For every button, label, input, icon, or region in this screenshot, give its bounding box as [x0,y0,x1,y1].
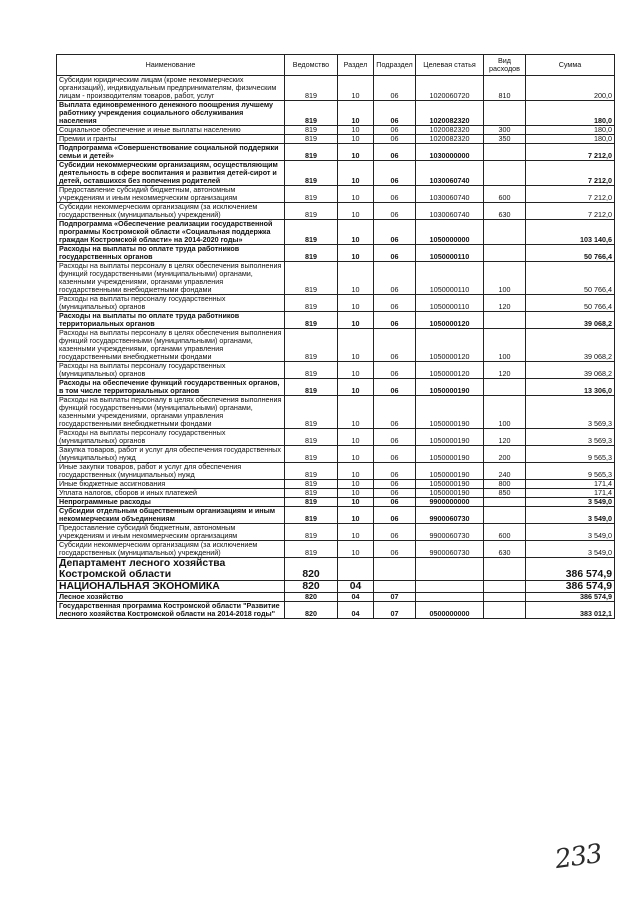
table-row [57,262,615,295]
cell-ved: 819 [285,126,338,135]
cell-vr [484,144,526,161]
table-row [57,593,615,602]
cell-name: Расходы на выплаты персоналу государственных (муниципальных) органов [57,362,285,379]
cell-sum: 50 766,4 [526,262,615,295]
cell-cs: 1050000120 [416,329,484,362]
cell-podrazdel: 06 [374,396,416,429]
cell-vr [484,161,526,186]
budget-table [56,54,615,619]
cell-name: Расходы на выплаты по оплате труда работников государственных органов [57,245,285,262]
table-row [57,602,615,619]
handwritten-page-number: 233 [553,838,604,876]
cell-razdel: 04 [338,593,374,602]
cell-podrazdel: 06 [374,463,416,480]
cell-name: Иные бюджетные ассигнования [57,480,285,489]
cell-vr: 630 [484,541,526,558]
cell-podrazdel: 06 [374,203,416,220]
cell-sum: 39 068,2 [526,329,615,362]
table-row [57,126,615,135]
cell-cs: 1050000190 [416,446,484,463]
cell-name: Непрограммные расходы [57,498,285,507]
cell-razdel: 10 [338,220,374,245]
cell-vr [484,101,526,126]
cell-cs: 1020082320 [416,126,484,135]
table-row [57,558,615,581]
cell-podrazdel: 06 [374,126,416,135]
cell-podrazdel: 06 [374,498,416,507]
cell-ved: 820 [285,602,338,619]
header-razdel: Раздел [338,55,374,76]
header-sum: Сумма [526,55,615,76]
cell-cs [416,581,484,593]
cell-ved: 819 [285,396,338,429]
cell-sum: 39 068,2 [526,362,615,379]
cell-cs: 1050000110 [416,262,484,295]
cell-razdel: 10 [338,186,374,203]
cell-vr: 800 [484,480,526,489]
cell-cs: 1020060720 [416,76,484,101]
cell-name: Департамент лесного хозяйства Костромской области [57,558,285,581]
cell-sum: 3 569,3 [526,429,615,446]
cell-name: Расходы на выплаты персоналу государственных (муниципальных) органов [57,429,285,446]
cell-vr: 600 [484,524,526,541]
cell-podrazdel: 06 [374,186,416,203]
cell-cs: 1020082320 [416,101,484,126]
cell-podrazdel [374,581,416,593]
cell-vr [484,602,526,619]
cell-cs: 1050000120 [416,312,484,329]
cell-vr [484,593,526,602]
cell-ved: 819 [285,245,338,262]
cell-name: Иные закупки товаров, работ и услуг для обеспечения государственных (муниципальных) нужд [57,463,285,480]
table-header-row [57,55,615,76]
cell-name: Закупка товаров, работ и услуг для обеспечения государственных (муниципальных) нужд [57,446,285,463]
cell-sum: 386 574,9 [526,581,615,593]
table-row [57,396,615,429]
table-row [57,329,615,362]
table-row [57,135,615,144]
table-body [57,76,615,619]
cell-sum: 39 068,2 [526,312,615,329]
cell-podrazdel: 06 [374,295,416,312]
cell-cs: 1050000190 [416,463,484,480]
cell-vr: 200 [484,446,526,463]
cell-cs: 1030000000 [416,144,484,161]
table-row [57,186,615,203]
cell-sum: 171,4 [526,489,615,498]
cell-razdel: 10 [338,396,374,429]
cell-razdel: 10 [338,203,374,220]
cell-razdel: 10 [338,126,374,135]
cell-name: Субсидии юридическим лицам (кроме некоммерческих организаций), индивидуальным предпринимателям, физическим лицам - производителям товаров, работ, услуг [57,76,285,101]
cell-sum: 3 549,0 [526,498,615,507]
cell-cs: 1030060740 [416,161,484,186]
cell-ved: 819 [285,429,338,446]
cell-podrazdel: 06 [374,101,416,126]
cell-name: Подпрограмма «Совершенствование социальной поддержки семьи и детей» [57,144,285,161]
cell-cs: 1050000190 [416,489,484,498]
cell-razdel: 10 [338,245,374,262]
cell-ved: 819 [285,135,338,144]
cell-name: Подпрограмма «Обеспечение реализации государственной программы Костромской области «Социальная поддержка граждан Костромской области» на 2014-2020 годы» [57,220,285,245]
cell-cs: 1050000190 [416,429,484,446]
cell-sum: 7 212,0 [526,144,615,161]
cell-ved: 819 [285,541,338,558]
cell-podrazdel: 06 [374,329,416,362]
cell-razdel: 10 [338,446,374,463]
cell-name: Премии и гранты [57,135,285,144]
cell-cs: 1050000110 [416,245,484,262]
table-row [57,446,615,463]
cell-ved: 819 [285,76,338,101]
cell-name: НАЦИОНАЛЬНАЯ ЭКОНОМИКА [57,581,285,593]
cell-vr: 850 [484,489,526,498]
cell-name: Расходы на выплаты персоналу в целях обеспечения выполнения функций государственными (муниципальными) органами, казенными учреждениями, органами управления государственными внебюджетными фондами [57,262,285,295]
cell-razdel: 10 [338,429,374,446]
cell-cs: 9900060730 [416,507,484,524]
cell-podrazdel: 06 [374,245,416,262]
cell-podrazdel: 07 [374,593,416,602]
cell-name: Расходы на выплаты персоналу государственных (муниципальных) органов [57,295,285,312]
cell-razdel: 10 [338,262,374,295]
cell-ved: 819 [285,362,338,379]
cell-cs: 1030060740 [416,203,484,220]
cell-cs [416,558,484,581]
cell-podrazdel: 06 [374,379,416,396]
table-row [57,161,615,186]
cell-sum: 180,0 [526,126,615,135]
cell-ved: 819 [285,329,338,362]
cell-razdel [338,558,374,581]
cell-name: Предоставление субсидий бюджетным, автономным учреждениям и иным некоммерческим организациям [57,524,285,541]
cell-razdel: 10 [338,362,374,379]
cell-cs: 1050000110 [416,295,484,312]
table-row [57,507,615,524]
table-row [57,245,615,262]
cell-razdel: 10 [338,507,374,524]
cell-razdel: 10 [338,463,374,480]
cell-sum: 3 549,0 [526,507,615,524]
table-row [57,429,615,446]
cell-ved: 819 [285,498,338,507]
cell-cs: 9900060730 [416,524,484,541]
table-row [57,541,615,558]
cell-sum: 50 766,4 [526,245,615,262]
cell-name: Расходы на выплаты персоналу в целях обеспечения выполнения функций государственными (муниципальными) органами, казенными учреждениями, органами управления государственными внебюджетными фондами [57,396,285,429]
cell-name: Социальное обеспечение и иные выплаты населению [57,126,285,135]
table-row [57,203,615,220]
cell-podrazdel: 06 [374,362,416,379]
cell-vr [484,312,526,329]
cell-vr: 100 [484,329,526,362]
cell-cs: 1050000190 [416,396,484,429]
cell-vr: 120 [484,429,526,446]
cell-ved: 819 [285,489,338,498]
cell-ved: 819 [285,295,338,312]
cell-cs: 1050000120 [416,362,484,379]
cell-name: Субсидии некоммерческим организациям, осуществляющим деятельность в сфере воспитания и развития детей-сирот и детей, оставшихся без попечения родителей [57,161,285,186]
cell-sum: 9 565,3 [526,463,615,480]
cell-cs: 1050000190 [416,480,484,489]
table-row [57,480,615,489]
cell-vr: 100 [484,262,526,295]
cell-cs: 1050000000 [416,220,484,245]
cell-podrazdel: 06 [374,507,416,524]
cell-cs: 9900060730 [416,541,484,558]
cell-ved: 819 [285,480,338,489]
table-row [57,581,615,593]
cell-ved: 819 [285,203,338,220]
cell-sum: 180,0 [526,101,615,126]
cell-vr: 600 [484,186,526,203]
cell-razdel: 10 [338,480,374,489]
cell-podrazdel: 06 [374,541,416,558]
cell-podrazdel: 06 [374,220,416,245]
cell-name: Предоставление субсидий бюджетным, автономным учреждениям и иным некоммерческим организациям [57,186,285,203]
cell-podrazdel: 06 [374,262,416,295]
cell-ved: 819 [285,144,338,161]
cell-name: Субсидии отдельным общественным организациям и иным некоммерческим объединениям [57,507,285,524]
cell-ved: 819 [285,101,338,126]
cell-razdel: 10 [338,524,374,541]
cell-razdel: 10 [338,161,374,186]
cell-razdel: 10 [338,295,374,312]
table-row [57,76,615,101]
cell-razdel: 10 [338,379,374,396]
table-row [57,489,615,498]
cell-vr [484,498,526,507]
cell-ved: 819 [285,312,338,329]
cell-name: Лесное хозяйство [57,593,285,602]
cell-name: Уплата налогов, сборов и иных платежей [57,489,285,498]
cell-sum: 180,0 [526,135,615,144]
cell-razdel: 10 [338,135,374,144]
cell-razdel: 10 [338,144,374,161]
cell-sum: 386 574,9 [526,593,615,602]
cell-podrazdel: 06 [374,480,416,489]
cell-podrazdel: 06 [374,144,416,161]
cell-razdel: 10 [338,498,374,507]
cell-razdel: 04 [338,602,374,619]
cell-vr [484,220,526,245]
table-row [57,220,615,245]
cell-cs: 1030060740 [416,186,484,203]
cell-podrazdel: 06 [374,489,416,498]
cell-sum: 7 212,0 [526,161,615,186]
cell-ved: 819 [285,507,338,524]
cell-sum: 13 306,0 [526,379,615,396]
cell-cs: 1020082320 [416,135,484,144]
cell-sum: 3 569,3 [526,396,615,429]
cell-ved: 819 [285,220,338,245]
cell-vr [484,581,526,593]
table-row [57,524,615,541]
cell-sum: 50 766,4 [526,295,615,312]
header-name: Наименование [57,55,285,76]
header-vr: Вид расходов [484,55,526,76]
cell-sum: 7 212,0 [526,203,615,220]
cell-sum: 3 549,0 [526,541,615,558]
table-row [57,362,615,379]
cell-podrazdel: 06 [374,429,416,446]
cell-ved: 819 [285,524,338,541]
cell-razdel: 10 [338,489,374,498]
cell-razdel: 10 [338,312,374,329]
cell-ved: 820 [285,593,338,602]
table-row [57,295,615,312]
cell-name: Расходы на выплаты по оплате труда работников территориальных органов [57,312,285,329]
cell-name: Выплата единовременного денежного поощрения лучшему работнику учреждения социального обслуживания населения [57,101,285,126]
cell-vr: 630 [484,203,526,220]
cell-podrazdel: 06 [374,312,416,329]
cell-podrazdel: 06 [374,524,416,541]
cell-name: Субсидии некоммерческим организациям (за исключением государственных (муниципальных) учреждений) [57,203,285,220]
table-row [57,498,615,507]
table-row [57,463,615,480]
cell-razdel: 10 [338,541,374,558]
table-row [57,101,615,126]
cell-ved: 819 [285,379,338,396]
cell-vr: 300 [484,126,526,135]
cell-ved: 820 [285,558,338,581]
cell-vr: 100 [484,396,526,429]
cell-vr: 810 [484,76,526,101]
cell-podrazdel: 06 [374,446,416,463]
cell-sum: 200,0 [526,76,615,101]
cell-cs: 1050000190 [416,379,484,396]
cell-ved: 819 [285,186,338,203]
cell-name: Субсидии некоммерческим организациям (за исключением государственных (муниципальных) учреждений) [57,541,285,558]
cell-name: Государственная программа Костромской области "Развитие лесного хозяйства Костромской области на 2014-2018 годы" [57,602,285,619]
cell-sum: 9 565,3 [526,446,615,463]
cell-sum: 103 140,6 [526,220,615,245]
cell-vr [484,558,526,581]
table-row [57,379,615,396]
cell-vr: 120 [484,362,526,379]
cell-podrazdel: 06 [374,135,416,144]
header-cs: Целевая статья [416,55,484,76]
cell-sum: 3 549,0 [526,524,615,541]
cell-razdel: 10 [338,101,374,126]
cell-cs: 9900000000 [416,498,484,507]
cell-ved: 819 [285,161,338,186]
cell-podrazdel: 06 [374,76,416,101]
cell-podrazdel [374,558,416,581]
cell-cs: 0500000000 [416,602,484,619]
cell-sum: 383 012,1 [526,602,615,619]
cell-razdel: 04 [338,581,374,593]
cell-vr: 350 [484,135,526,144]
cell-ved: 820 [285,581,338,593]
cell-cs [416,593,484,602]
cell-podrazdel: 07 [374,602,416,619]
cell-ved: 819 [285,262,338,295]
cell-name: Расходы на выплаты персоналу в целях обеспечения выполнения функций государственными (муниципальными) органами, казенными учреждениями, органами управления государственными внебюджетными фондами [57,329,285,362]
cell-vr [484,245,526,262]
cell-name: Расходы на обеспечение функций государственных органов, в том числе территориальных органов [57,379,285,396]
table-row [57,144,615,161]
cell-vr: 240 [484,463,526,480]
cell-sum: 386 574,9 [526,558,615,581]
cell-vr: 120 [484,295,526,312]
table-row [57,312,615,329]
header-podrazdel: Подраздел [374,55,416,76]
cell-razdel: 10 [338,76,374,101]
cell-ved: 819 [285,446,338,463]
cell-podrazdel: 06 [374,161,416,186]
cell-sum: 171,4 [526,480,615,489]
cell-ved: 819 [285,463,338,480]
cell-razdel: 10 [338,329,374,362]
cell-vr [484,507,526,524]
cell-sum: 7 212,0 [526,186,615,203]
header-ved: Ведомство [285,55,338,76]
cell-vr [484,379,526,396]
